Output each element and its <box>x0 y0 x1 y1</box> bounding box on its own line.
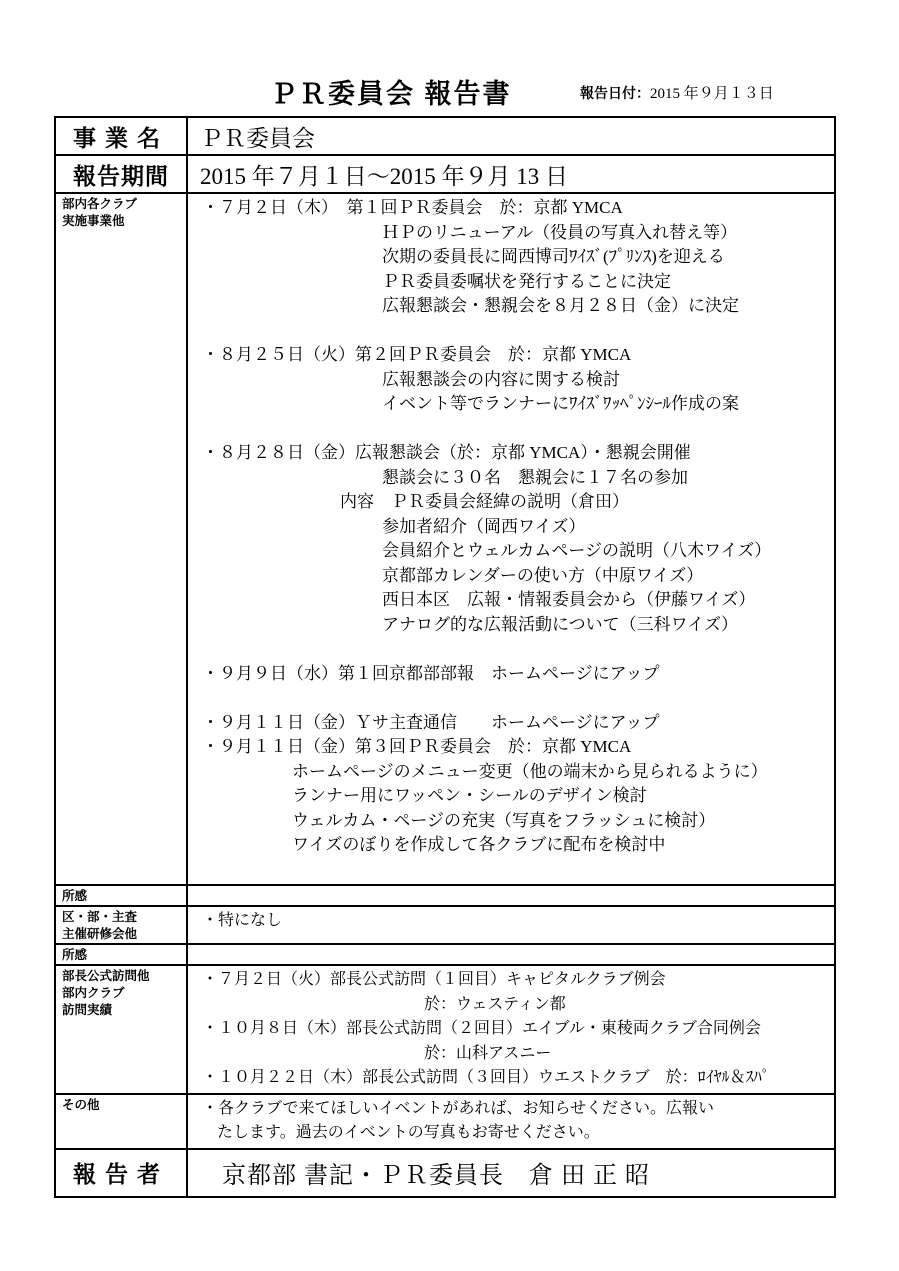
content-line: 懇談会に３０名 懇親会に１７名の参加 <box>382 467 688 487</box>
activities-row <box>55 193 835 885</box>
content-line: イベント等でランナーにﾜｲｽﾞﾜｯﾍﾟﾝｼｰﾙ作成の案 <box>382 394 739 413</box>
blank-line <box>202 637 834 662</box>
visits-content <box>187 965 835 1094</box>
blank-line <box>202 319 834 344</box>
content-line: たします。過去のイベントの写真もお寄せください。 <box>217 1124 600 1141</box>
content-line: 広報懇談会・懇親会を８月２８日（金）に決定 <box>382 296 739 315</box>
content-line: ・９月１１日（金）Ｙサ主査通信 ホームページにアップ <box>202 712 660 732</box>
report-date-label: 報告日付： <box>580 85 650 101</box>
report-title: ＰＲ委員会 報告書 <box>270 79 512 109</box>
impressions-label-1: 所感 <box>55 885 187 906</box>
content-line: ・７月２日（火）部長公式訪問（１回目）キャピタルクラブ例会 <box>202 971 666 988</box>
impressions-row-2 <box>55 944 835 965</box>
content-line: 内容 ＰＲ委員会経緯の説明（倉田） <box>340 492 629 511</box>
content-line: 於：ウェスティン都 <box>424 995 566 1013</box>
impressions-value-1 <box>187 885 835 906</box>
training-label: 区・部・主査 主催研修会他 <box>55 906 187 944</box>
content-line: ・７月２日（木） 第１回ＰＲ委員会 於：京都 YMCA <box>202 198 623 217</box>
period-row <box>55 155 835 193</box>
content-line: 於：山科アスニー <box>424 1044 552 1062</box>
visits-row <box>55 965 835 1094</box>
content-line: ・９月９日（水）第１回京都部部報 ホームページにアップ <box>202 663 660 683</box>
training-row <box>55 906 835 944</box>
content-line: ・８月２５日（火）第２回ＰＲ委員会 於：京都 YMCA <box>202 345 632 364</box>
visits-label: 部長公式訪問他 部内クラブ 訪問実績 <box>55 965 187 1094</box>
project-value: ＰＲ委員会 <box>187 117 835 155</box>
reporter-label: 報告者 <box>55 1149 187 1197</box>
content-line: 参加者紹介（岡西ワイズ） <box>382 516 586 536</box>
training-value: ・特になし <box>187 906 835 944</box>
content-line: ランナー用にワッペン・シールのデザイン検討 <box>292 786 647 805</box>
blank-line <box>202 417 834 442</box>
report-date <box>580 82 774 103</box>
reporter-row <box>55 1149 835 1197</box>
content-line: 京都部カレンダーの使い方（中原ワイズ） <box>382 565 704 585</box>
content-line: ウェルカム・ページの充実（写真をフラッシュに検討） <box>292 810 716 830</box>
content-line: アナログ的な広報活動について（三科ワイズ） <box>382 614 738 634</box>
reporter-value: 京都部 書記・ＰＲ委員長 倉 田 正 昭 <box>187 1149 835 1197</box>
impressions-label-2: 所感 <box>55 944 187 965</box>
content-line: ワイズのぼりを作成して各クラブに配布を検討中 <box>292 835 666 854</box>
content-line: 広報懇談会の内容に関する検討 <box>382 369 620 389</box>
project-label: 事業名 <box>55 117 187 155</box>
content-line: ・１０月８日（木）部長公式訪問（２回目）エイブル・東稜両クラブ合同例会 <box>202 1020 761 1037</box>
content-line: ・８月２８日（金）広報懇談会（於：京都 YMCA）・懇親会開催 <box>202 443 691 462</box>
activities-label: 部内各クラブ 実施事業他 <box>55 193 187 885</box>
content-line: 会員紹介とウェルカムページの説明（八木ワイズ） <box>382 541 772 560</box>
activities-content <box>187 193 835 885</box>
impressions-row-1 <box>55 885 835 906</box>
report-header <box>0 68 899 108</box>
other-label: その他 <box>55 1094 187 1149</box>
impressions-value-2 <box>187 944 835 965</box>
other-content <box>187 1094 835 1149</box>
content-line: ・各クラブで来てほしいイベントがあれば、お知らせください。広報い <box>202 1099 715 1117</box>
content-line: ホームページのメニュー変更（他の端末から見られるように） <box>292 761 768 781</box>
report-table <box>54 116 836 1198</box>
period-label: 報告期間 <box>55 155 187 193</box>
blank-line <box>202 686 834 711</box>
content-line: 西日本区 広報・情報委員会から（伊藤ワイズ） <box>382 590 756 609</box>
report-date-value: 2015 年９月１３日 <box>650 86 774 102</box>
content-line: ・１０月２２日（木）部長公式訪問（３回目）ウエストクラブ 於：ﾛｲﾔﾙ＆ｽﾊﾟ <box>202 1069 770 1086</box>
other-row <box>55 1094 835 1149</box>
content-line: ・９月１１日（金）第３回ＰＲ委員会 於：京都 YMCA <box>202 737 632 756</box>
content-line: ＨＰのリニューアル（役員の写真入れ替え等） <box>382 222 738 242</box>
content-line: 次期の委員長に岡西博司ﾜｲｽﾞ(ﾌﾟﾘﾝｽ)を迎える <box>382 247 725 266</box>
content-line: ＰＲ委員委嘱状を発行することに決定 <box>382 271 671 291</box>
period-value: 2015 年７月１日～2015 年９月 13 日 <box>187 155 835 193</box>
project-row <box>55 117 835 155</box>
